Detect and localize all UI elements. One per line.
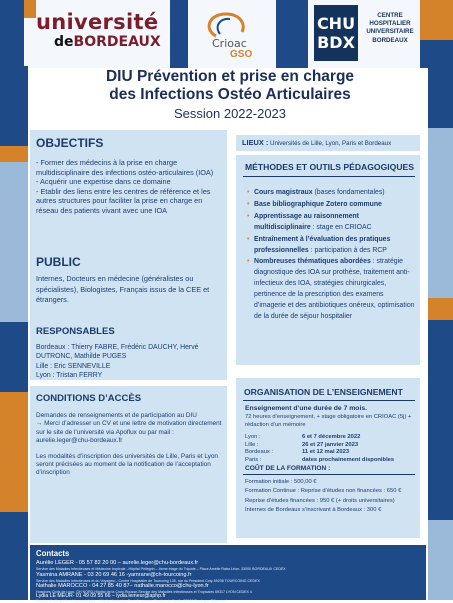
- responsable-line: Bordeaux : Thierry FABRE, Frédéric DAUCHY, Hervé DUTRONC, Mathilde PUGES: [36, 344, 199, 361]
- contact-address: Hospices Civils de Lyon- GH NORD-Hôpital de la Croix-Rousse-Service des Maladies Infectieuses et Tropicales 69317 LYON CEDEX 4: [36, 590, 252, 594]
- decor-block: [276, 0, 308, 68]
- session-label: Session 2022-2023: [173, 106, 287, 121]
- decor-block: [24, 0, 36, 18]
- crioac-logo: [196, 10, 266, 60]
- decor-block: [0, 66, 28, 146]
- cost-item: Internes de Bordeaux s’inscrivant à Bordeaux : 300 €: [245, 507, 382, 514]
- decor-block: [0, 512, 28, 600]
- decor-block: [428, 320, 453, 520]
- page-title: [40, 68, 420, 104]
- heading-underline: [243, 400, 415, 401]
- contact-address: Service des Maladies Infectieuses et Médecine tropicale –Hôpital Pellegrin – 4ème étage du Tripode – Place Amélie Raba Léon- 33000 BORDEAUX CEDEX: [36, 567, 286, 571]
- public-text: Internes, Docteurs en médecine (généralistes ou spécialistes), Biologistes, Français issus de la CEE et étrangers.: [36, 274, 210, 305]
- contact-line: Lydia LE MEUR- 01 49 09 55 66 – lydia.lemeur@aphp.fr: [36, 593, 166, 599]
- conditions-paragraph: Les modalités d’inscription des universités de Lille, Paris et Lyon seront précisées au moment de la notification de l’acceptation d’inscription: [36, 452, 218, 477]
- methode-item: • Entraînement à l’évaluation des pratiques professionnelles : participation à des RCP: [247, 235, 417, 257]
- crioac-text: Crioac: [212, 37, 247, 50]
- chu-bordeaux-logo: [314, 5, 416, 61]
- contact-address: Service d’orthopédie et traumatologie – Hôpital Ambroise-Paré-9, avenue Charles de Gaulle-92100 Boulogne Billancourt: [36, 599, 228, 603]
- responsables-heading: RESPONSABLES: [36, 326, 115, 337]
- decor-block: [428, 520, 453, 600]
- methodes-heading: MÉTHODES ET OUTILS PÉDAGOGIQUES: [245, 162, 415, 172]
- chu-logo-mark: CHU BDX: [314, 5, 358, 61]
- contact-line: Aurélie LEGER - 05 57 82 20 00 – aurelie.leger@chu-bordeaux.fr: [36, 560, 199, 566]
- cost-list: [245, 478, 420, 516]
- responsable-line: Lyon : Tristan FERRY: [36, 372, 103, 380]
- contact-address: Service des Maladies Infectieuses et du Voyageur– Centre Hospitalier de Tourcoing 135, rue du Président Coty-59208 TOURCOING CEDEX: [36, 579, 260, 583]
- crioac-swirl-icon: [196, 10, 266, 40]
- decor-block: [420, 40, 453, 68]
- contacts-heading: Contacts: [36, 549, 70, 558]
- cost-heading: COÛT DE LA FORMATION :: [245, 465, 331, 472]
- conditions-paragraph: Demandes de renseignements et de participation au DIU: [36, 412, 197, 419]
- contact-line: Yasmina AMRANE - 03 20 69 46 16 -yamrane@ch-tourcoing.fr: [36, 572, 192, 578]
- date-row: Lyon : 6 et 7 décembre 2022: [245, 434, 361, 440]
- decor-block: [0, 146, 28, 162]
- decor-block: [0, 0, 24, 66]
- cost-item: Formation initiale : 500,00 €: [245, 479, 317, 485]
- methode-item: • Base bibliographique Zotero commune: [247, 200, 417, 211]
- public-heading: PUBLIC: [36, 255, 81, 269]
- objectifs-heading: OBJECTIFS: [36, 136, 104, 150]
- cost-item: Reprise d’études financées : 950 € (+ droits universitaires): [245, 497, 395, 504]
- methode-item: • Nombreuses thématiques abordées : stratégie diagnostique des IOA sur prothèse, traitement anti-infectieux des IOA, stratégies chirurgicales, pertinence de la prescription des examens d’imagerie et des antibiotiques onéreux, optimisation de la durée de séjour hospitalier: [247, 257, 417, 322]
- objectifs-list: [36, 158, 224, 216]
- lieux-label: LIEUX :: [242, 138, 269, 147]
- methode-item: • Cours magistraux (bases fondamentales): [247, 188, 417, 199]
- lieux-value: Universités de Lille, Lyon, Paris et Bordeaux: [270, 140, 392, 147]
- contact-line: Nathalie MAROCCO - 04 27 85 40 87– nathalie.marocco@chu-lyon.fr: [36, 583, 209, 589]
- lieux-box: [236, 135, 420, 151]
- date-row: Bordeaux : 11 et 12 mai 2023: [245, 449, 350, 456]
- crioac-gso-text: GSO: [230, 49, 253, 60]
- organisation-detail: 72 heures d’enseignement, + stage obligatoire en CRIOAC (5j) + rédaction d’un mémoire: [245, 414, 412, 428]
- decor-block: [420, 0, 453, 40]
- organisation-duration: Enseignement d’une durée de 7 mois.: [245, 405, 367, 412]
- responsable-line: Lille : Eric SENNEVILLE: [36, 362, 111, 370]
- date-row: Lille : 26 et 27 janvier 2023: [245, 441, 359, 448]
- decor-block: [170, 0, 188, 68]
- conditions-text: [36, 412, 222, 478]
- conditions-paragraph: → Merci d’adresser un CV et une lettre de motivation directement sur le site de l’université via Apoflux ou par mail : aurelie.leger@chu-bordeaux.fr: [36, 420, 222, 445]
- universite-bordeaux-logo: [36, 8, 166, 60]
- chu-name: CENTRE HOSPITALIER UNIVERSITAIRE BORDEAUX: [366, 12, 414, 44]
- decor-block: [0, 392, 28, 512]
- objectif-item: - Acquérir une expertise dans ce domaine: [36, 177, 171, 187]
- objectif-item: - Former des médecins à la prise en charge multidisciplinaire des infections ostéo-articulaires (IOA): [36, 158, 214, 177]
- decor-block: [428, 128, 453, 298]
- heading-underline: [243, 474, 415, 475]
- decor-block: [0, 162, 28, 322]
- decor-block: [0, 322, 28, 392]
- title-line-1: DIU Prévention et prise en charge: [105, 68, 355, 85]
- methodes-list: [247, 188, 417, 324]
- heading-underline: [243, 176, 415, 177]
- logo-text-universite: université: [36, 10, 159, 34]
- objectif-item: - Etablir des liens entre les centres de référence et les autres structures pour faciliter la prise en charge en réseau des patients vivant avec une IOA: [36, 186, 211, 215]
- conditions-heading: CONDITIONS D’ACCÈS: [36, 393, 142, 404]
- decor-block: [428, 68, 453, 128]
- logo-text-bordeaux: deBORDEAUX: [54, 34, 161, 50]
- organisation-heading: ORGANISATION DE L’ENSEIGNEMENT: [244, 387, 403, 397]
- cost-item: Formation Continue : Reprise d’études non financées : 650 €: [245, 488, 402, 495]
- title-line-2: des Infections Ostéo Articulaires: [109, 86, 351, 103]
- methode-item: • Apprentissage au raisonnement multidisciplinaire : stage en CRIOAC: [247, 212, 417, 234]
- decor-block: [428, 298, 453, 320]
- date-row: Paris : dates prochainement disponibles: [245, 456, 395, 463]
- session-dates: [245, 434, 394, 464]
